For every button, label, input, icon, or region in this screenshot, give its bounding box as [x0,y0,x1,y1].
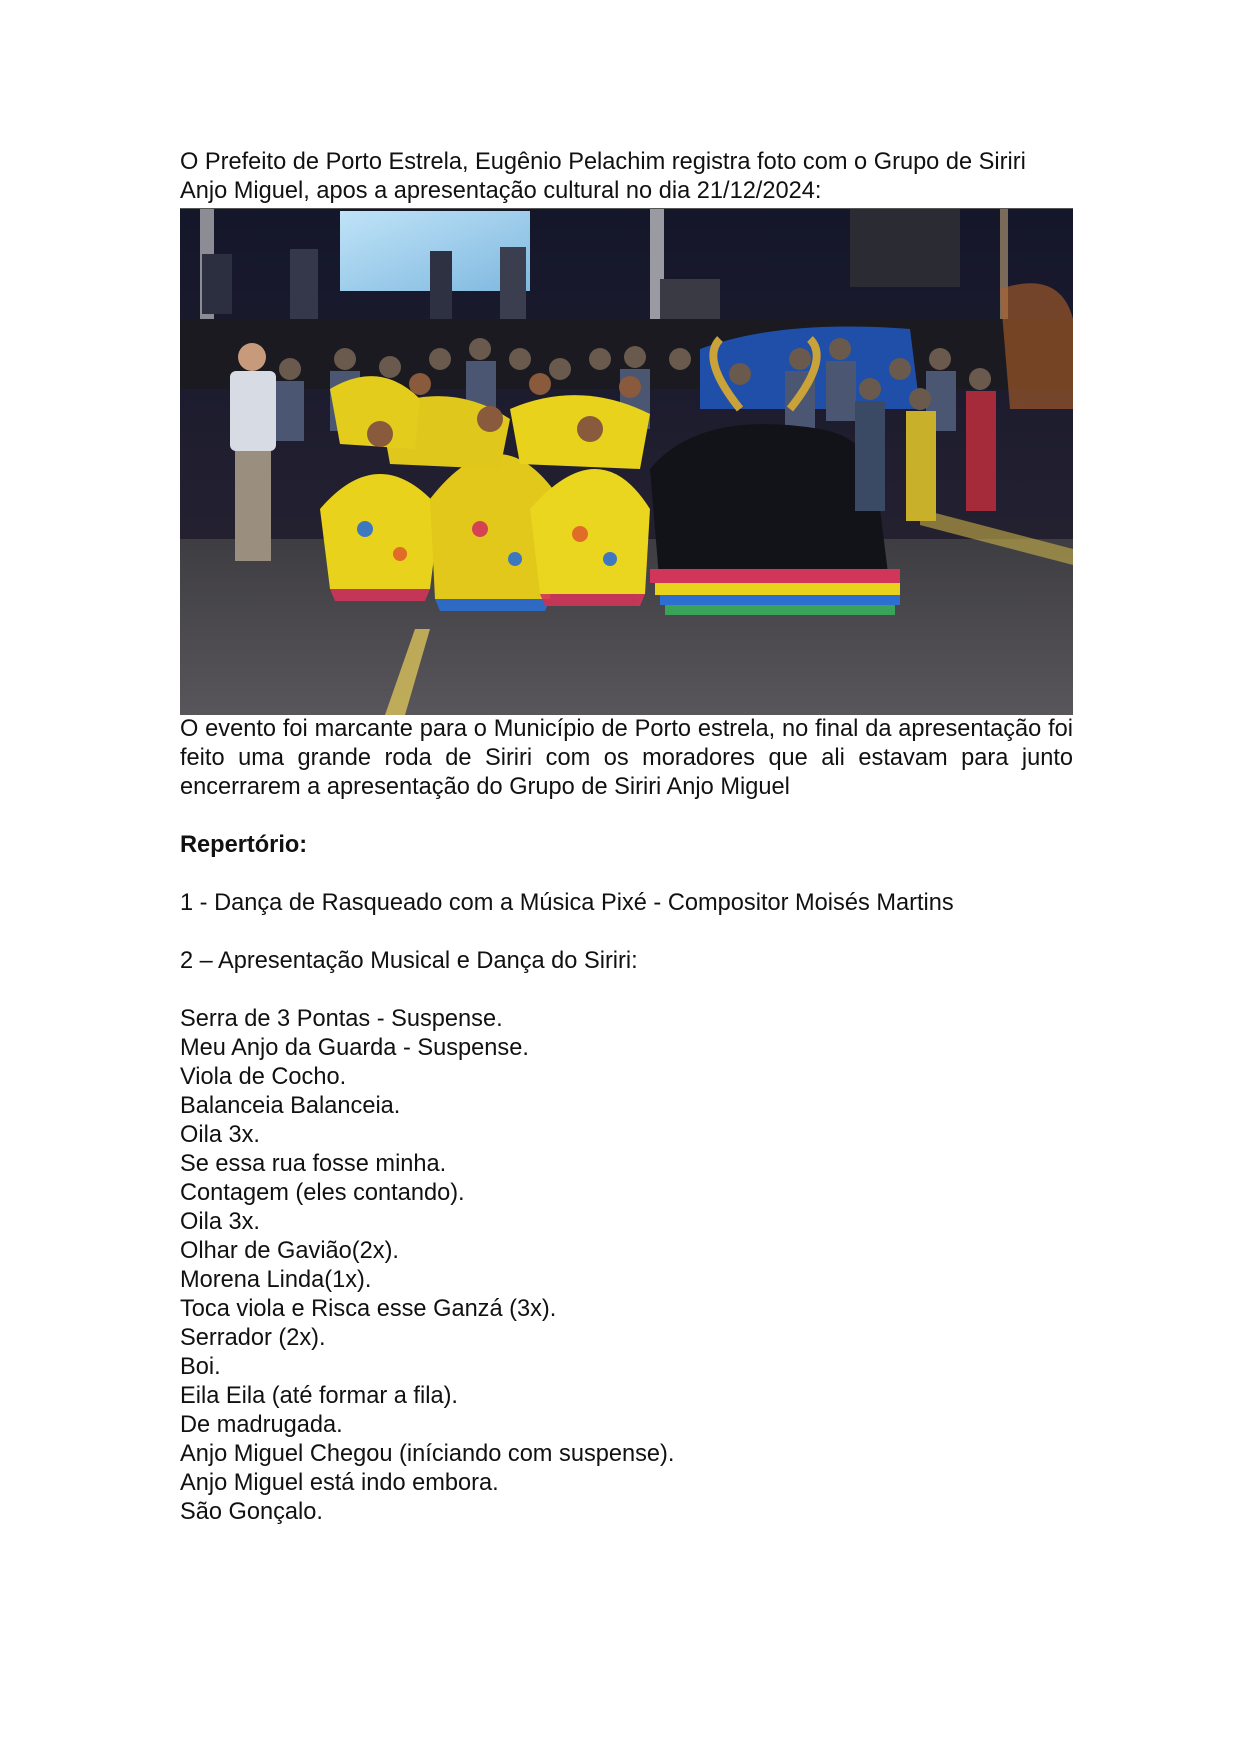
song-item: Olhar de Gavião(2x). [180,1238,399,1264]
song-item: Boi. [180,1354,221,1380]
song-item: Morena Linda(1x). [180,1267,372,1293]
repertoire-heading: Repertório: [180,832,308,858]
repertoire-item-2: 2 – Apresentação Musical e Dança do Siriri: [180,948,638,974]
event-photo [180,208,1073,715]
song-item: De madrugada. [180,1412,343,1438]
song-item: Contagem (eles contando). [180,1180,465,1206]
song-item: Serra de 3 Pontas - Suspense. [180,1006,503,1032]
song-item: Anjo Miguel está indo embora. [180,1470,499,1496]
intro-paragraph: O Prefeito de Porto Estrela, Eugênio Pelachim registra foto com o Grupo de Siriri Anjo Miguel, apos a apresentação cultural no dia 21/12/2024: [180,149,1026,204]
song-item: São Gonçalo. [180,1499,323,1525]
song-item: Anjo Miguel Chegou (iníciando com suspense). [180,1441,675,1467]
song-item: Eila Eila (até formar a fila). [180,1383,458,1409]
song-item: Serrador (2x). [180,1325,326,1351]
song-item: Balanceia Balanceia. [180,1093,401,1119]
document-body [180,148,1073,1527]
repertoire-item-1: 1 - Dança de Rasqueado com a Música Pixé - Compositor Moisés Martins [180,890,954,916]
song-item: Oila 3x. [180,1122,260,1148]
song-item: Oila 3x. [180,1209,260,1235]
song-item: Se essa rua fosse minha. [180,1151,447,1177]
song-item: Meu Anjo da Guarda - Suspense. [180,1035,529,1061]
event-photo-illustration [180,209,1073,715]
song-item: Viola de Cocho. [180,1064,347,1090]
song-list [180,1005,1073,1527]
song-item: Toca viola e Risca esse Ganzá (3x). [180,1296,557,1322]
event-description: O evento foi marcante para o Município de Porto estrela, no final da apresentação foi feito uma grande roda de Siriri com os moradores que ali estavam para junto encerrarem a apresentação do Grupo de Siriri Anjo Miguel [180,716,1073,800]
